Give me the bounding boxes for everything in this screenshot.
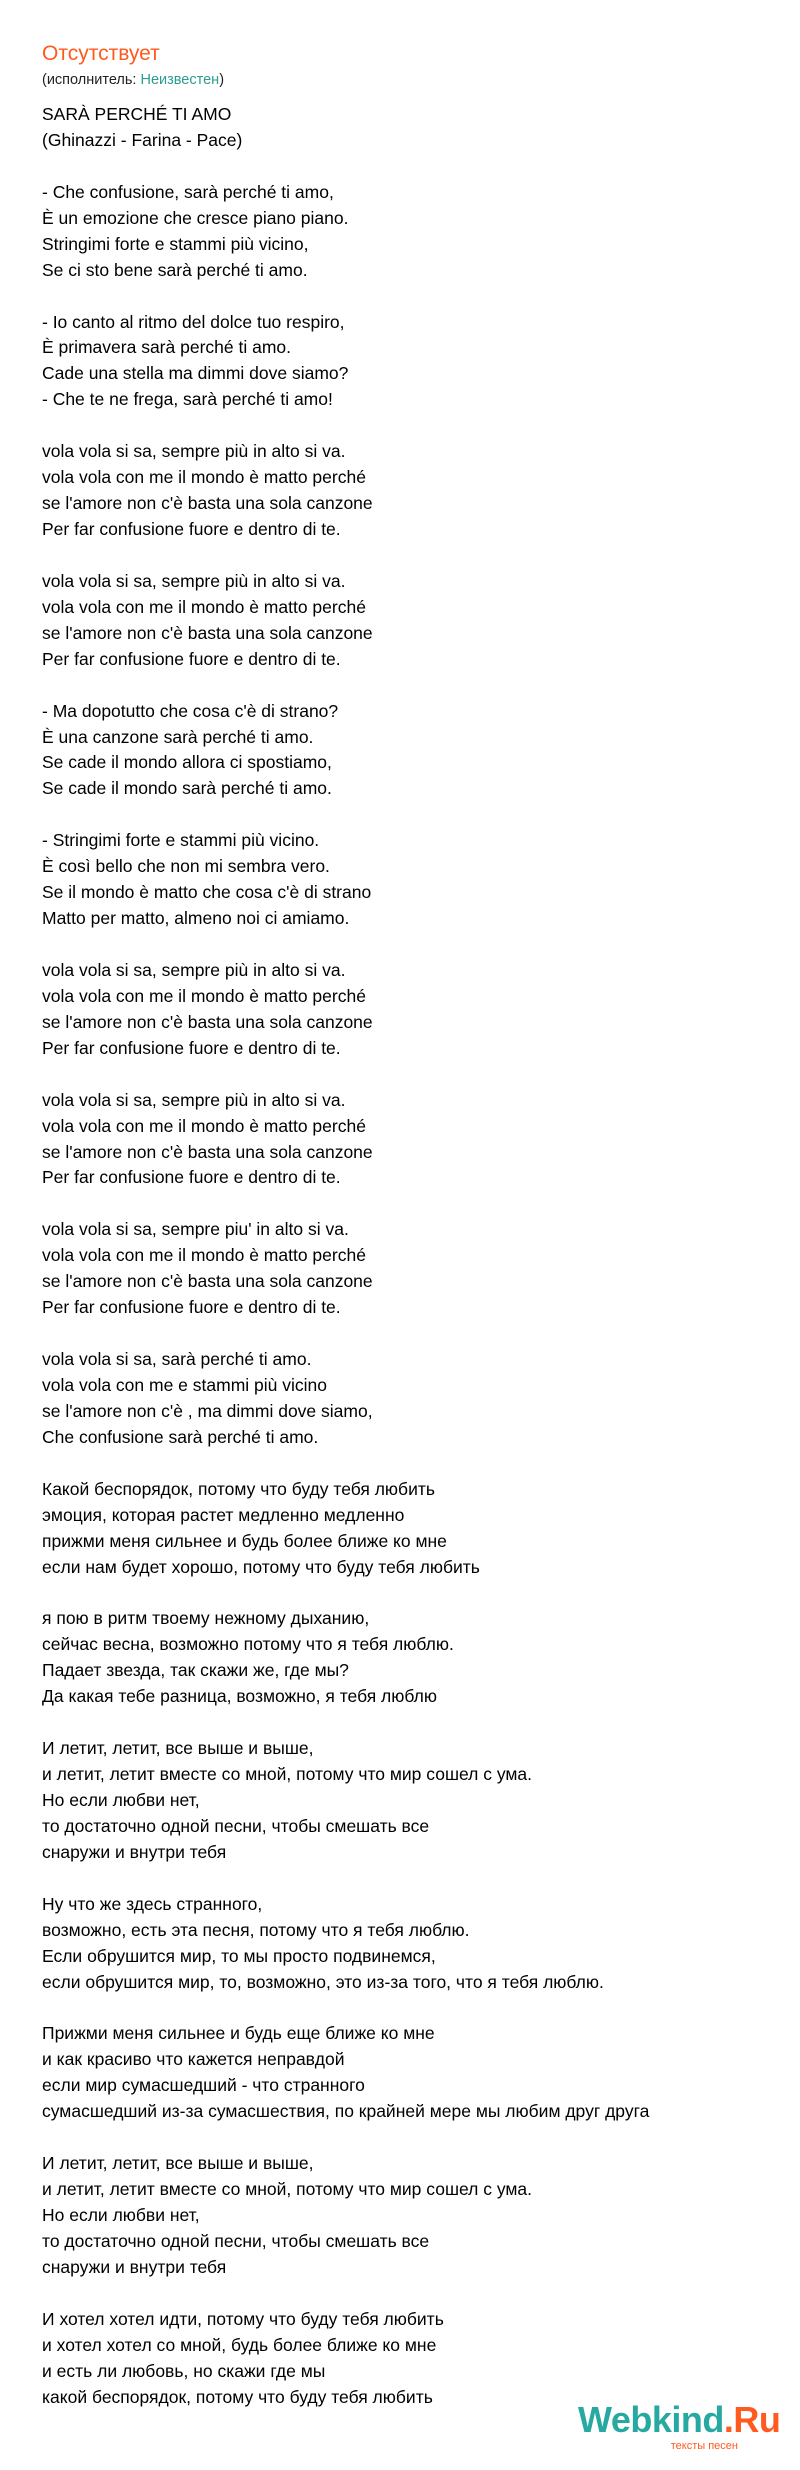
lyric-line: se l'amore non c'è basta una sola canzone — [42, 1141, 373, 1162]
lyrics-body — [42, 102, 762, 2410]
lyric-line: прижми меня сильнее и будь более ближе ко мне — [42, 1530, 447, 1551]
lyric-line: È così bello che non mi sembra vero. — [42, 856, 330, 877]
stanza-gap — [42, 932, 762, 958]
lyric-line: если нам будет хорошо, потому что буду тебя любить — [42, 1556, 480, 1577]
logo-wordmark — [578, 2399, 781, 2440]
lyric-line: Se il mondo è matto che cosa c'è di strano — [42, 882, 372, 903]
lyric-line: Ну что же здесь странного, — [42, 1893, 263, 1914]
artist-suffix: ) — [219, 72, 225, 88]
stanza-gap — [42, 2281, 762, 2307]
stanza-gap — [42, 1062, 762, 1088]
lyric-line: И летит, летит, все выше и выше, — [42, 2153, 314, 2174]
stanza-gap — [42, 543, 762, 569]
lyric-line: Per far confusione fuore e dentro di te. — [42, 1037, 341, 1058]
logo-tld: .Ru — [723, 2399, 781, 2440]
lyric-line: vola vola si sa, sarà perché ti amo. — [42, 1349, 312, 1369]
lyric-line: Se cade il mondo sarà perché ti amo. — [42, 778, 332, 799]
lyric-line: и летит, летит вместе со мной, потому что мир сошел с ума. — [42, 2179, 532, 2199]
lyric-line: vola vola si sa, sempre più in alto si va. — [42, 441, 346, 462]
lyric-line: и есть ли любовь, но скажи где мы — [42, 2360, 326, 2381]
lyric-line: я пою в ритм твоему нежному дыханию, — [42, 1608, 370, 1629]
stanza-gap — [42, 413, 762, 439]
lyric-line: vola vola si sa, sempre piu' in alto si va. — [42, 1219, 349, 1240]
lyric-line: se l'amore non c'è basta una sola canzone — [42, 1271, 373, 1292]
site-logo[interactable] — [578, 2399, 781, 2456]
lyric-line: vola vola con me il mondo è matto perché — [42, 467, 366, 488]
lyric-line: SARÀ PERCHÉ TI AMO — [42, 104, 232, 124]
lyric-line: (Ghinazzi - Farina - Pace) — [42, 129, 243, 150]
lyric-line: Se ci sto bene sarà perché ti amo. — [42, 259, 308, 280]
stanza-gap — [42, 1191, 762, 1217]
lyric-line: возможно, есть эта песня, потому что я тебя люблю. — [42, 1919, 470, 1940]
logo-name: Webkind — [578, 2399, 724, 2440]
stanza-gap — [42, 1580, 762, 1606]
lyric-line: Per far confusione fuore e dentro di te. — [42, 1167, 341, 1188]
lyric-line: Если обрушится мир, то мы просто подвинемся, — [42, 1945, 436, 1966]
lyric-line: Per far confusione fuore e dentro di te. — [42, 519, 341, 539]
lyric-line: если мир сумасшедший - что странного — [42, 2075, 365, 2096]
lyric-line: se l'amore non c'è basta una sola canzone — [42, 1011, 373, 1032]
lyric-line: - Ma dopotutto che cosa c'è di strano? — [42, 700, 339, 721]
stanza-gap — [42, 2125, 762, 2151]
artist-prefix: (исполнитель: — [42, 72, 141, 88]
lyric-line: Per far confusione fuore e dentro di te. — [42, 648, 341, 669]
lyric-line: И летит, летит, все выше и выше, — [42, 1738, 314, 1759]
stanza-gap — [42, 1710, 762, 1736]
lyric-line: - Che confusione, sarà perché ti amo, — [42, 181, 334, 202]
lyric-line: и летит, летит вместе со мной, потому что мир сошел с ума. — [42, 1764, 532, 1784]
stanza-gap — [42, 284, 762, 310]
lyric-line: то достаточно одной песни, чтобы смешать все — [42, 1815, 430, 1836]
lyric-line: снаружи и внутри тебя — [42, 2256, 227, 2277]
lyric-line: Stringimi forte e stammi più vicino, — [42, 233, 309, 254]
lyric-line: vola vola con me il mondo è matto perché — [42, 596, 366, 617]
stanza-gap — [42, 673, 762, 699]
lyric-line: se l'amore non c'è , ma dimmi dove siamo, — [42, 1400, 373, 1421]
lyric-line: Но если любви нет, — [42, 2204, 200, 2225]
lyric-line: и хотел хотел со мной, будь более ближе ко мне — [42, 2334, 437, 2355]
lyric-line: se l'amore non c'è basta una sola canzone — [42, 622, 373, 643]
lyric-line: vola vola si sa, sempre più in alto si va. — [42, 959, 346, 980]
lyric-line: - Che te ne frega, sarà perché ti amo! — [42, 389, 333, 410]
lyric-line: эмоция, которая растет медленно медленно — [42, 1504, 405, 1525]
lyric-line: - Io canto al ritmo del dolce tuo respiro, — [42, 311, 345, 332]
lyric-line: сейчас весна, возможно потому что я тебя люблю. — [42, 1634, 454, 1655]
lyric-line: Che confusione sarà perché ti amo. — [42, 1426, 319, 1447]
stanza-gap — [42, 802, 762, 828]
artist-line — [42, 70, 224, 90]
lyric-line: - Stringimi forte e stammi più vicino. — [42, 830, 320, 851]
lyric-line: È una canzone sarà perché ti amo. — [42, 726, 314, 747]
stanza-gap — [42, 1995, 762, 2021]
lyric-line: какой беспорядок, потому что буду тебя любить — [42, 2386, 433, 2407]
song-title: Отсутствует — [42, 42, 160, 65]
lyric-line: и как красиво что кажется неправдой — [42, 2049, 345, 2070]
lyric-line: vola vola con me il mondo è matto perché — [42, 985, 366, 1006]
lyric-line: Cade una stella ma dimmi dove siamo? — [42, 363, 349, 384]
lyric-line: vola vola con me il mondo è matto perché — [42, 1115, 366, 1136]
lyric-line: Прижми меня сильнее и будь еще ближе ко мне — [42, 2023, 435, 2044]
lyric-line: vola vola con me e stammi più vicino — [42, 1374, 327, 1395]
lyric-line: vola vola si sa, sempre più in alto si va. — [42, 570, 346, 591]
lyric-line: Matto per matto, almeno noi ci amiamo. — [42, 908, 350, 929]
lyric-line: se l'amore non c'è basta una sola canzone — [42, 493, 373, 514]
lyric-line: Per far confusione fuore e dentro di te. — [42, 1297, 341, 1318]
lyric-line: Падает звезда, так скажи же, где мы? — [42, 1660, 349, 1681]
lyric-line: то достаточно одной песни, чтобы смешать все — [42, 2230, 430, 2251]
stanza-gap — [42, 1866, 762, 1892]
lyric-line: vola vola si sa, sempre più in alto si va. — [42, 1089, 346, 1110]
lyric-line: снаружи и внутри тебя — [42, 1841, 227, 1862]
logo-tagline: тексты песен — [670, 2440, 738, 2452]
lyric-line: Да какая тебе разница, возможно, я тебя люблю — [42, 1686, 437, 1707]
lyric-line: если обрушится мир, то, возможно, это из-за того, что я тебя люблю. — [42, 1971, 604, 1992]
stanza-gap — [42, 1451, 762, 1477]
lyric-line: сумасшедший из-за сумасшествия, по крайней мере мы любим друг друга — [42, 2101, 650, 2122]
lyric-line: È un emozione che cresce piano piano. — [42, 207, 349, 228]
stanza-gap — [42, 1321, 762, 1347]
artist-link[interactable]: Неизвестен — [140, 72, 220, 88]
lyric-line: Какой беспорядок, потому что буду тебя любить — [42, 1478, 435, 1499]
lyric-line: vola vola con me il mondo è matto perché — [42, 1245, 366, 1266]
lyric-line: Se cade il mondo allora ci spostiamo, — [42, 752, 332, 773]
lyric-line: Но если любви нет, — [42, 1789, 200, 1810]
lyric-line: È primavera sarà perché ti amo. — [42, 337, 291, 358]
lyric-line: И хотел хотел идти, потому что буду тебя любить — [42, 2308, 444, 2329]
stanza-gap — [42, 154, 762, 180]
